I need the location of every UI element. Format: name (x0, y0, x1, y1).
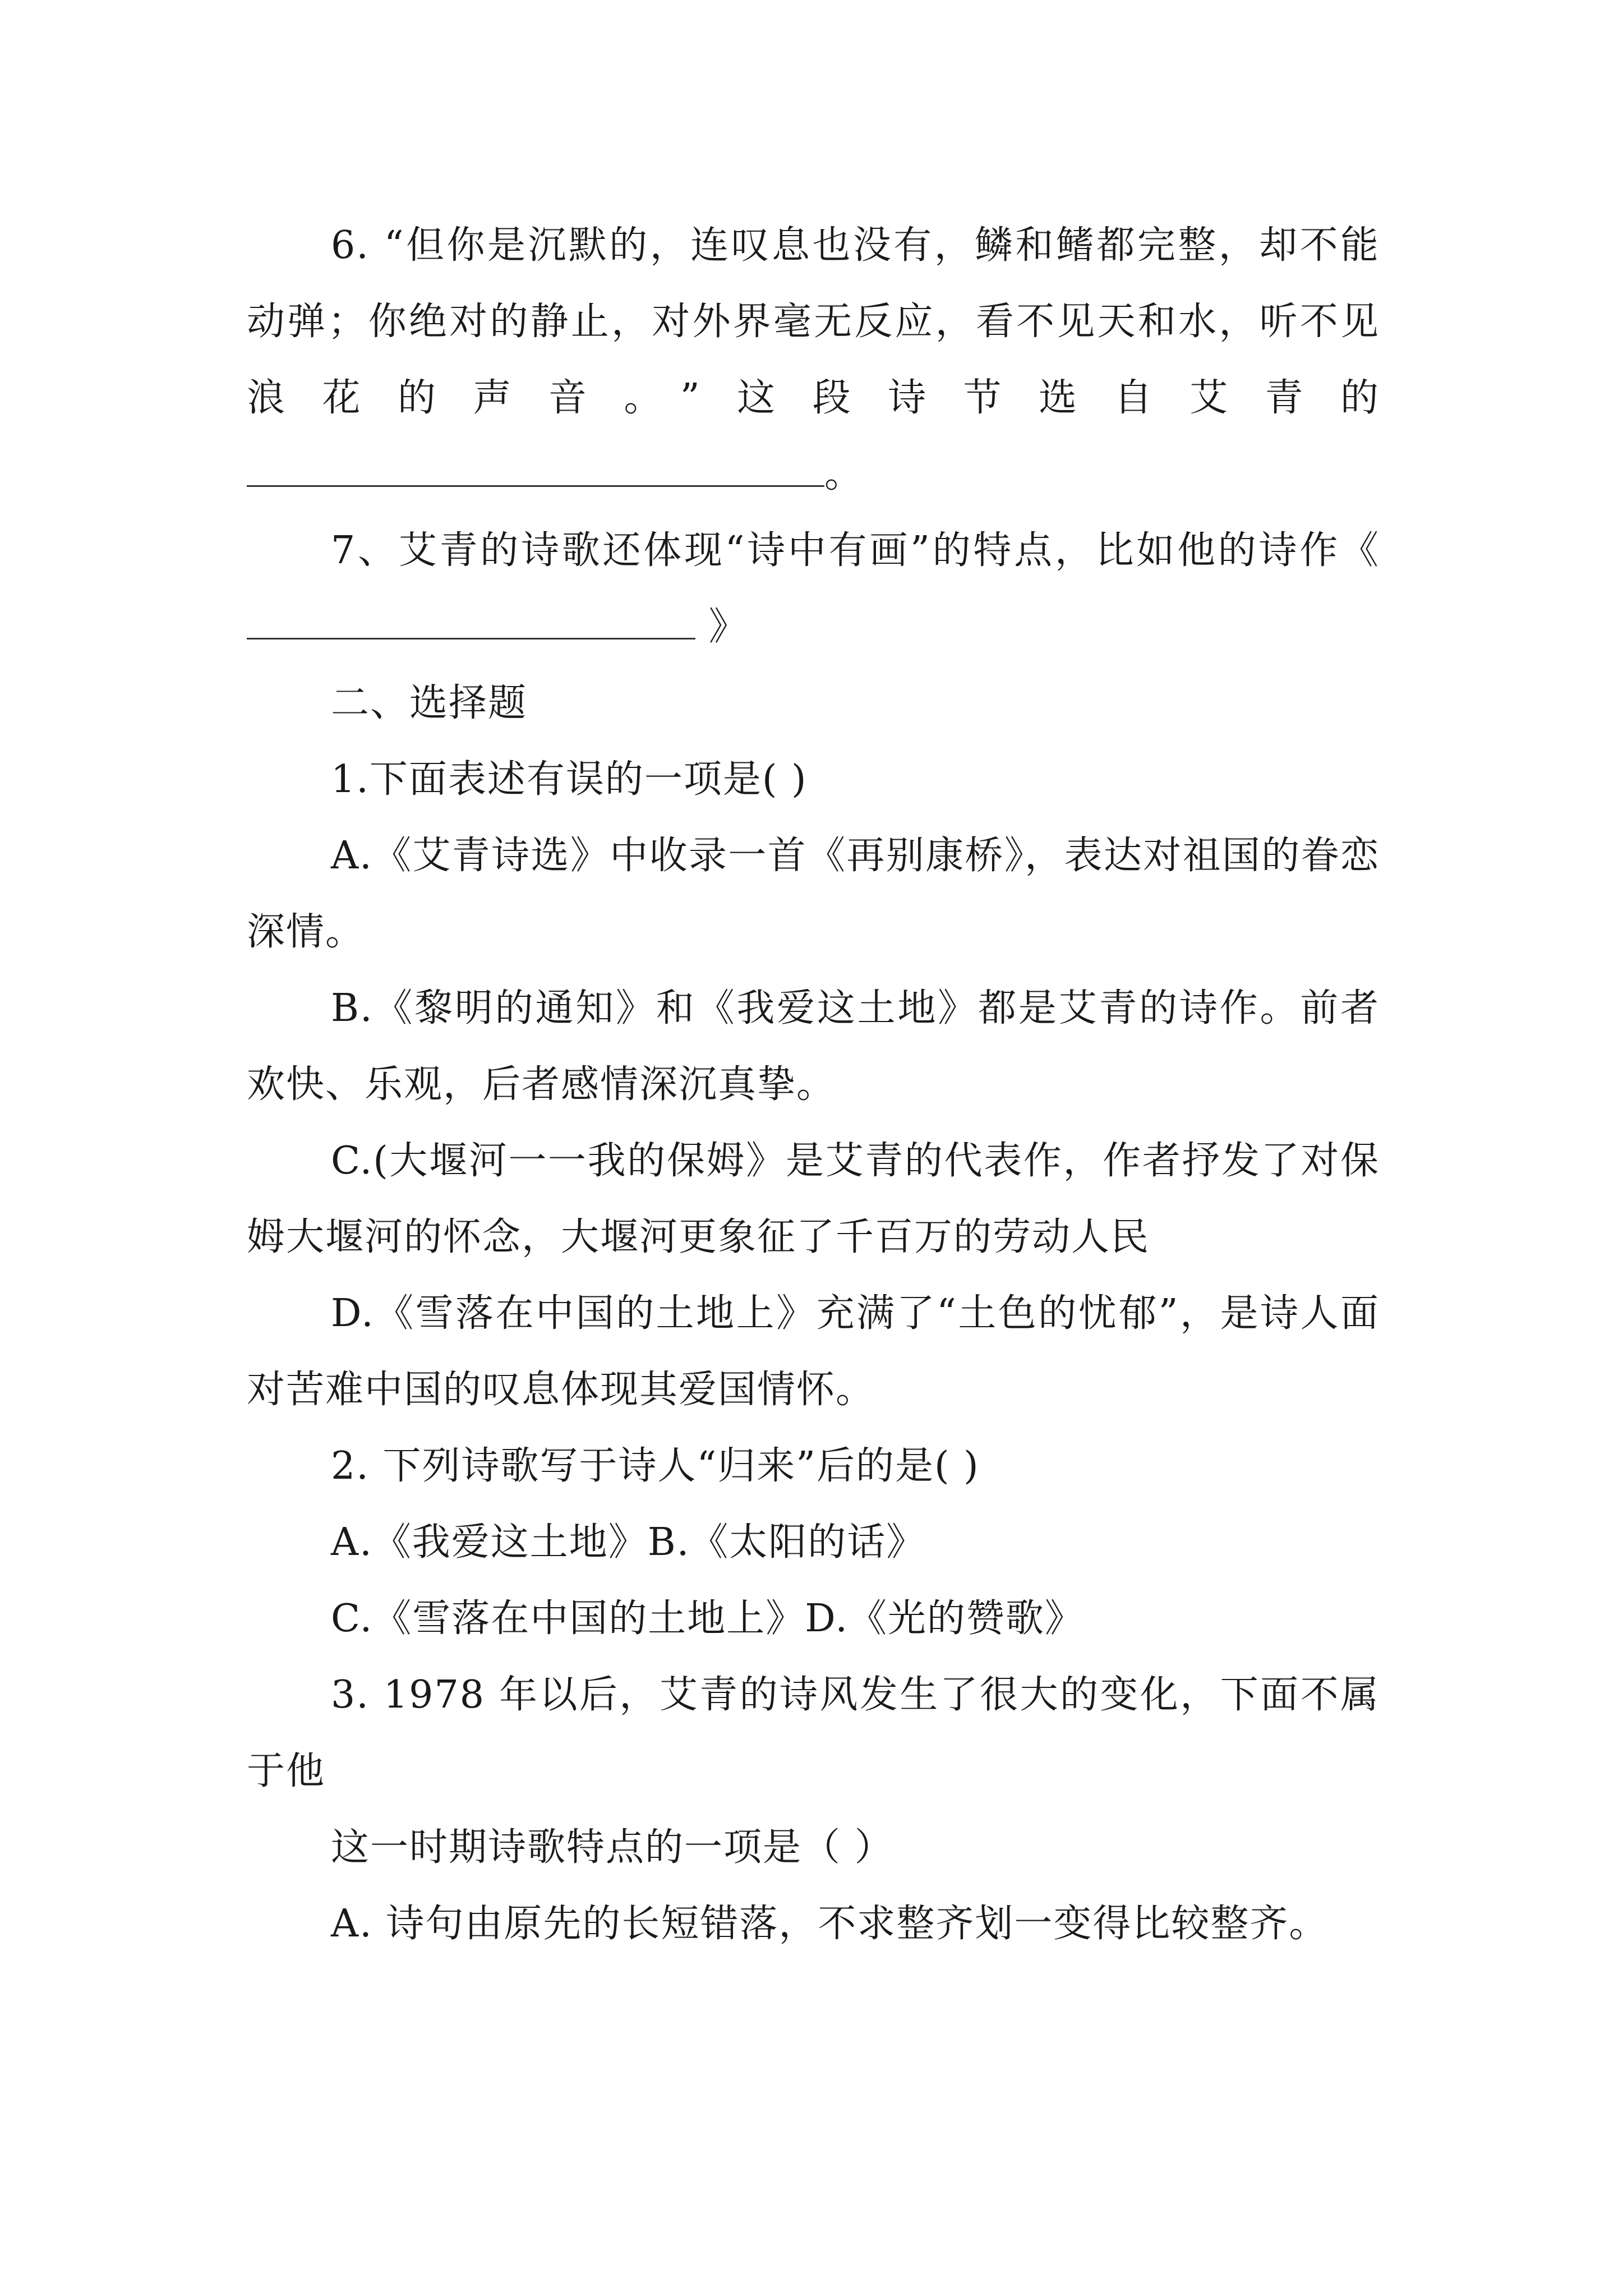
choice-1-stem: 1.下面表述有误的一项是( ) (331, 757, 808, 802)
question-6-text: 6. “但你是沉默的，连叹息也没有，鳞和鳍都完整，却不能动弹；你绝对的静止，对外界毫无反应，看不见天和水，听不见浪花的声音。”这段诗节选自艾青的 (247, 223, 1380, 420)
choice-1-option-c: C.(大堰河一一我的保姆》是艾青的代表作，作者抒发了对保姆大堰河的怀念，大堰河更象征了千百万的劳动人民 (247, 1139, 1380, 1259)
choice-1-option-b: B.《黎明的通知》和《我爱这土地》都是艾青的诗作。前者欢快、乐观，后者感情深沉真挚。 (247, 986, 1380, 1107)
question-7-end: 》 (695, 605, 748, 649)
answer-blank[interactable] (247, 599, 695, 639)
choice-2-options-ab: A.《我爱这土地》B.《太阳的话》 (331, 1520, 926, 1565)
choice-3-stem: 3. 1978 年以后，艾青的诗风发生了很大的变化，下面不属于他 (247, 1673, 1380, 1793)
question-6 (247, 208, 1380, 513)
document-page (247, 208, 1380, 1962)
choice-1-option-d: D.《雪落在中国的土地上》充满了“土色的忧郁”，是诗人面对苦难中国的叹息体现其爱国情怀。 (247, 1291, 1380, 1412)
choice-2-options-cd: C.《雪落在中国的土地上》D.《光的赞歌》 (331, 1596, 1084, 1641)
choice-3-option-a: A. 诗句由原先的长短错落，不求整齐划一变得比较整齐。 (331, 1902, 1329, 1946)
answer-blank[interactable] (247, 446, 824, 487)
section-heading: 二、选择题 (331, 681, 528, 725)
choice-1-option-a: A.《艾青诗选》中收录一首《再别康桥》，表达对祖国的眷恋深情。 (247, 834, 1380, 954)
question-6-end: 。 (824, 452, 864, 496)
choice-3-stem-continued: 这一时期诗歌特点的一项是（ ） (331, 1825, 894, 1870)
question-7-text: 7、艾青的诗歌还体现“诗中有画”的特点，比如他的诗作《 (331, 528, 1380, 573)
question-7 (247, 513, 1380, 665)
choice-2-stem: 2. 下列诗歌写于诗人“归来”后的是( ) (331, 1444, 980, 1488)
